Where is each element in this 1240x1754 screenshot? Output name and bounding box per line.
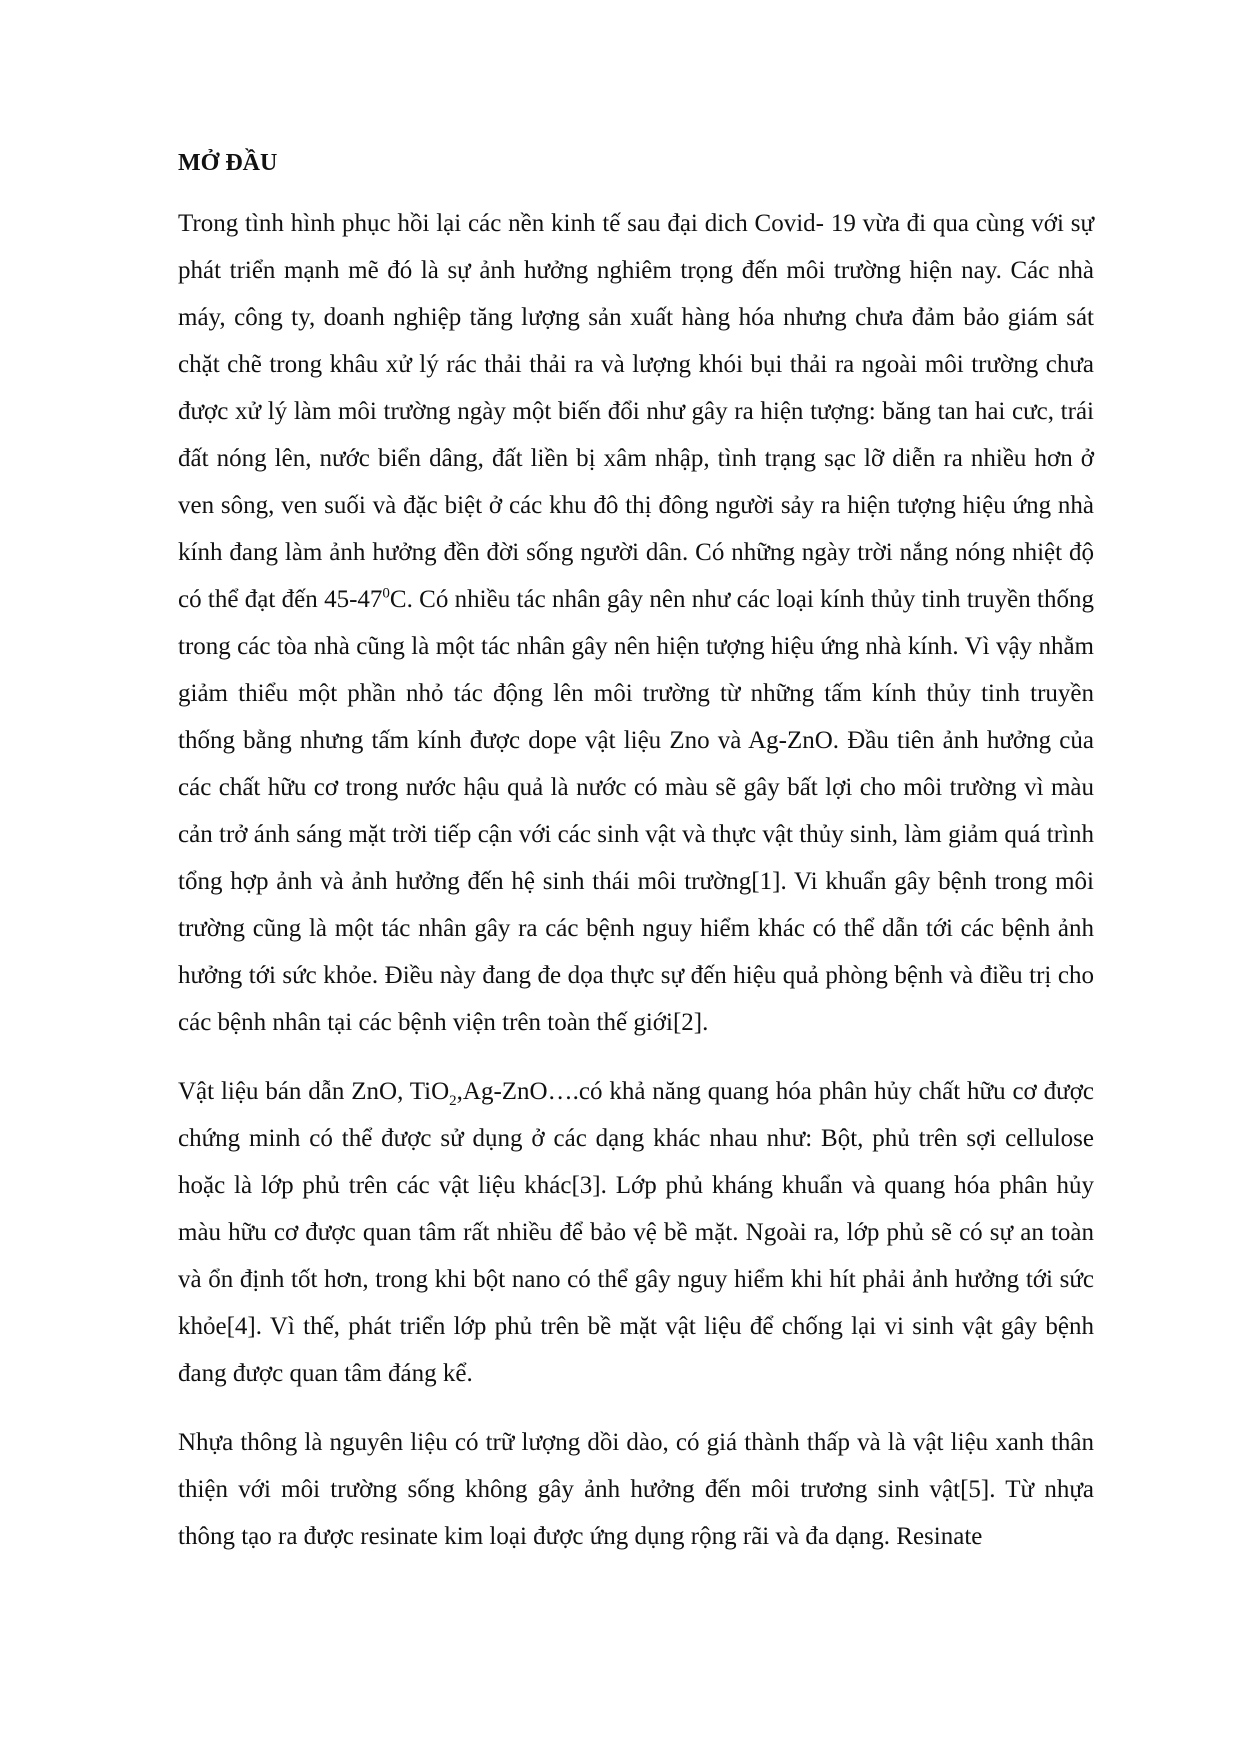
degree-superscript: 0 bbox=[382, 585, 390, 602]
paragraph-2-text-b: ,Ag-ZnO….có khả năng quang hóa phân hủy chất hữu cơ được chứng minh có thể được sử dụng ở các dạng khác nhau như: Bột, phủ trên sợi cellulose hoặc là lớp phủ trên các vật liệu khác[3]. Lớp phủ kháng khuẩn và quang hóa phân hủy màu hữu cơ được quan tâm rất nhiều để bảo vệ bề mặt. Ngoài ra, lớp phủ sẽ có sự an toàn và ổn định tốt hơn, trong khi bột nano có thể gây nguy hiểm khi hít phải ảnh hưởng tới sức khỏe[4]. Vì thế, phát triển lớp phủ trên bề mặt vật liệu để chống lại vi sinh vật gây bệnh đang được quan tâm đáng kể. bbox=[178, 1078, 1095, 1387]
paragraph-1-text-b: C. Có nhiều tác nhân gây nên như các loại kính thủy tinh truyền thống trong các tòa nhà cũng là một tác nhân gây nên hiện tượng hiệu ứng nhà kính. Vì vậy nhằm giảm thiểu một phần nhỏ tác động lên môi trường từ những tấm kính thủy tinh truyền thống bằng nhưng tấm kính được dope vật liệu Zno và Ag-ZnO. Đầu tiên ảnh hưởng của các chất hữu cơ trong nước hậu quả là nước có màu sẽ gây bất lợi cho môi trường vì màu cản trở ánh sáng mặt trời tiếp cận với các sinh vật và thực vật thủy sinh, làm giảm quá trình tổng hợp ảnh và ảnh hưởng đến hệ sinh thái môi trường[1]. Vi khuẩn gây bệnh trong môi trường cũng là một tác nhân gây ra các bệnh nguy hiểm khác có thể dẫn tới các bệnh ảnh hưởng tới sức khỏe. Điều này đang đe dọa thực sự đến hiệu quả phòng bệnh và điều trị cho các bệnh nhân tại các bệnh viện trên toàn thế giới[2]. bbox=[178, 586, 1094, 1036]
page-content bbox=[178, 146, 1094, 1560]
paragraph-2 bbox=[178, 1068, 1094, 1397]
paragraph-2-text-a: Vật liệu bán dẫn ZnO, TiO bbox=[178, 1078, 450, 1105]
paragraph-3: Nhựa thông là nguyên liệu có trữ lượng dồi dào, có giá thành thấp và là vật liệu xanh thân thiện với môi trường sống không gây ảnh hưởng đến môi trương sinh vật[5]. Từ nhựa thông tạo ra được resinate kim loại được ứng dụng rộng rãi và đa dạng. Resinate bbox=[178, 1429, 1094, 1550]
paragraph-1 bbox=[178, 200, 1094, 1046]
section-heading: MỞ ĐẦU bbox=[178, 150, 278, 176]
tio2-subscript: 2 bbox=[449, 1093, 457, 1109]
paragraph-1-text-a: Trong tình hình phục hồi lại các nền kinh tế sau đại dich Covid- 19 vừa đi qua cùng với sự phát triển mạnh mẽ đó là sự ảnh hưởng nghiêm trọng đến môi trường hiện nay. Các nhà máy, công ty, doanh nghiệp tăng lượng sản xuất hàng hóa nhưng chưa đảm bảo giám sát chặt chẽ trong khâu xử lý rác thải thải ra và lượng khói bụi thải ra ngoài môi trường chưa được xử lý làm môi trường ngày một biến đổi như gây ra hiện tượng: băng tan hai cưc, trái đất nóng lên, nước biển dâng, đất liền bị xâm nhập, tình trạng sạc lỡ diễn ra nhiều hơn ở ven sông, ven suối và đặc biệt ở các khu đô thị đông người sảy ra hiện tượng hiệu ứng nhà kính đang làm ảnh hưởng đền đời sống người dân. Có những ngày trời nắng nóng nhiệt độ có thể đạt đến 45-47 bbox=[178, 210, 1094, 613]
